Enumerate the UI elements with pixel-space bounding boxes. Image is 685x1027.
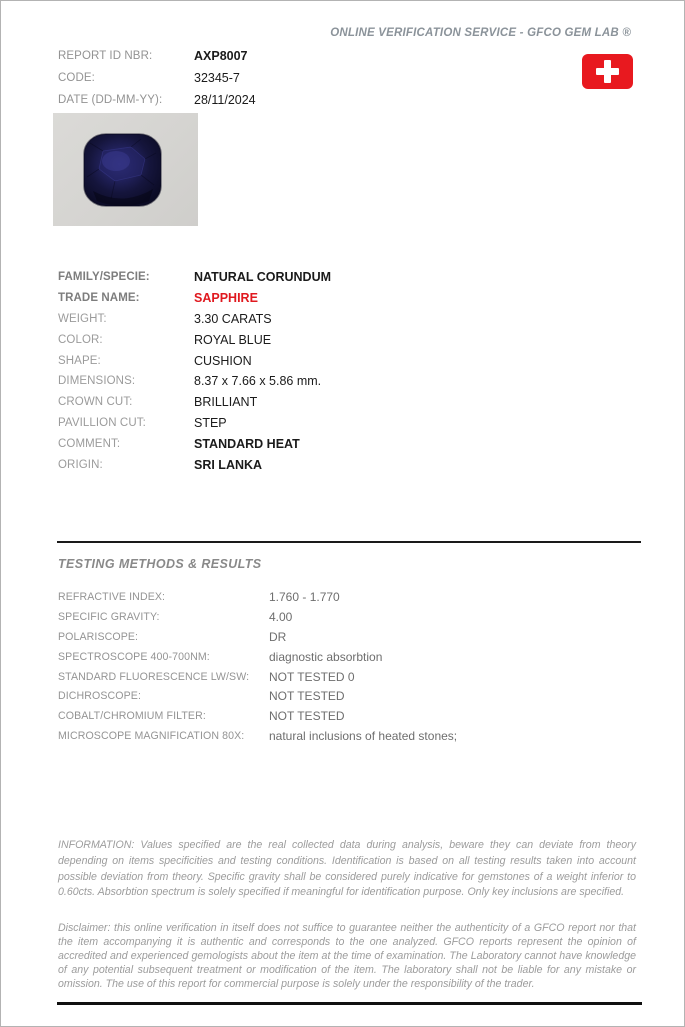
- testing-label: STANDARD FLUORESCENCE LW/SW:: [58, 670, 250, 683]
- report-field-label: REPORT ID NBR:: [58, 50, 153, 62]
- report-field-value: AXP8007: [194, 49, 248, 63]
- spec-label: SHAPE:: [58, 354, 101, 367]
- spec-label: FAMILY/SPECIE:: [58, 271, 150, 284]
- spec-label: DIMENSIONS:: [58, 375, 136, 388]
- testing-section-title: TESTING METHODS & RESULTS: [58, 557, 262, 571]
- spec-label: COMMENT:: [58, 437, 121, 450]
- spec-value: CUSHION: [194, 353, 252, 368]
- spec-value: ROYAL BLUE: [194, 332, 272, 347]
- testing-label: REFRACTIVE INDEX:: [58, 590, 166, 603]
- gemstone-photo: [53, 113, 198, 226]
- report-id-row: [58, 67, 256, 89]
- testing-value: diagnostic absorbtion: [269, 649, 383, 664]
- spec-value: SAPPHIRE: [194, 291, 258, 306]
- swiss-cross-icon: [582, 54, 633, 89]
- spec-value: NATURAL CORUNDUM: [194, 270, 332, 285]
- report-field-value: 32345-7: [194, 71, 240, 85]
- spec-value: STEP: [194, 415, 227, 430]
- testing-label: MICROSCOPE MAGNIFICATION 80X:: [58, 730, 245, 743]
- spec-label: COLOR:: [58, 333, 103, 346]
- testing-value: 1.760 - 1.770: [269, 589, 340, 604]
- report-field-label: DATE (DD-MM-YY):: [58, 94, 163, 106]
- spec-row: [58, 267, 331, 288]
- testing-value: NOT TESTED 0: [269, 669, 355, 684]
- testing-label: POLARISCOPE:: [58, 630, 139, 643]
- spec-label: PAVILLION CUT:: [58, 416, 146, 429]
- spec-label: ORIGIN:: [58, 458, 103, 471]
- report-id-row: [58, 45, 256, 67]
- swiss-flag-icon: [582, 54, 633, 89]
- spec-value: STANDARD HEAT: [194, 436, 300, 451]
- report-id-block: [58, 45, 256, 111]
- section-divider-line: [57, 541, 641, 543]
- cross-vertical-bar: [604, 60, 611, 83]
- spec-row: [58, 392, 331, 413]
- testing-row: [58, 726, 457, 746]
- spec-row: [58, 433, 331, 454]
- report-id-row: [58, 89, 256, 111]
- testing-value: DR: [269, 629, 287, 644]
- testing-row: [58, 706, 457, 726]
- spec-label: CROWN CUT:: [58, 396, 133, 409]
- testing-value: natural inclusions of heated stones;: [269, 729, 458, 744]
- testing-row: [58, 607, 457, 627]
- spec-value: 3.30 CARATS: [194, 311, 272, 326]
- spec-label: WEIGHT:: [58, 312, 107, 325]
- testing-value: NOT TESTED: [269, 689, 345, 704]
- testing-row: [58, 587, 457, 607]
- information-paragraph: INFORMATION: Values specified are the real collected data during analysis, beware they can deviate from theory depending on items specificities and testing conditions. Identification is based on all testing results taken into account possible deviation from theory. Specific gravity shall be considered purely indicative for gemstones of a weight inferior to 0.60cts. Absorbtion spectrum is solely specified if meaningful for identification purpose. Only key inclusions are specified.: [58, 839, 636, 899]
- spec-row: [58, 288, 331, 309]
- spec-value: SRI LANKA: [194, 457, 263, 472]
- testing-row: [58, 627, 457, 647]
- spec-label: TRADE NAME:: [58, 292, 140, 305]
- testing-label: SPECIFIC GRAVITY:: [58, 610, 160, 623]
- testing-row: [58, 686, 457, 706]
- testing-row: [58, 667, 457, 687]
- spec-row: [58, 413, 331, 434]
- spec-row: [58, 454, 331, 475]
- service-title: ONLINE VERIFICATION SERVICE - GFCO GEM LAB ®: [330, 27, 631, 39]
- spec-row: [58, 309, 331, 330]
- report-field-label: CODE:: [58, 72, 95, 84]
- testing-row: [58, 647, 457, 667]
- gem-spec-table: [58, 267, 331, 475]
- spec-row: [58, 329, 331, 350]
- testing-results-table: [58, 587, 457, 746]
- sapphire-gem-image: [53, 113, 198, 226]
- spec-row: [58, 371, 331, 392]
- report-field-value: 28/11/2024: [194, 93, 256, 107]
- testing-label: COBALT/CHROMIUM FILTER:: [58, 710, 206, 723]
- spec-value: BRILLIANT: [194, 395, 258, 410]
- spec-value: 8.37 x 7.66 x 5.86 mm.: [194, 374, 322, 389]
- footer-line: [57, 1002, 642, 1005]
- testing-value: NOT TESTED: [269, 709, 345, 724]
- testing-value: 4.00: [269, 609, 293, 624]
- disclaimer-paragraph: Disclaimer: this online verification in itself does not suffice to guarantee neither the authenticity of a GFCO report nor that the item accompanying it is authentic and corresponds to the one analyzed. GFCO reports represent the opinion of accredited and experienced gemologists about the item at the time of examination. The Laboratory cannot have knowledge of any potential subsequent treatment or modification of the item. The laboratory shall not be liable for any mistake or omission. The use of this report for commercial purpose is solely under the responsibility of the trader.: [58, 922, 636, 990]
- testing-label: SPECTROSCOPE 400-700NM:: [58, 650, 210, 663]
- testing-label: DICHROSCOPE:: [58, 690, 142, 703]
- spec-row: [58, 350, 331, 371]
